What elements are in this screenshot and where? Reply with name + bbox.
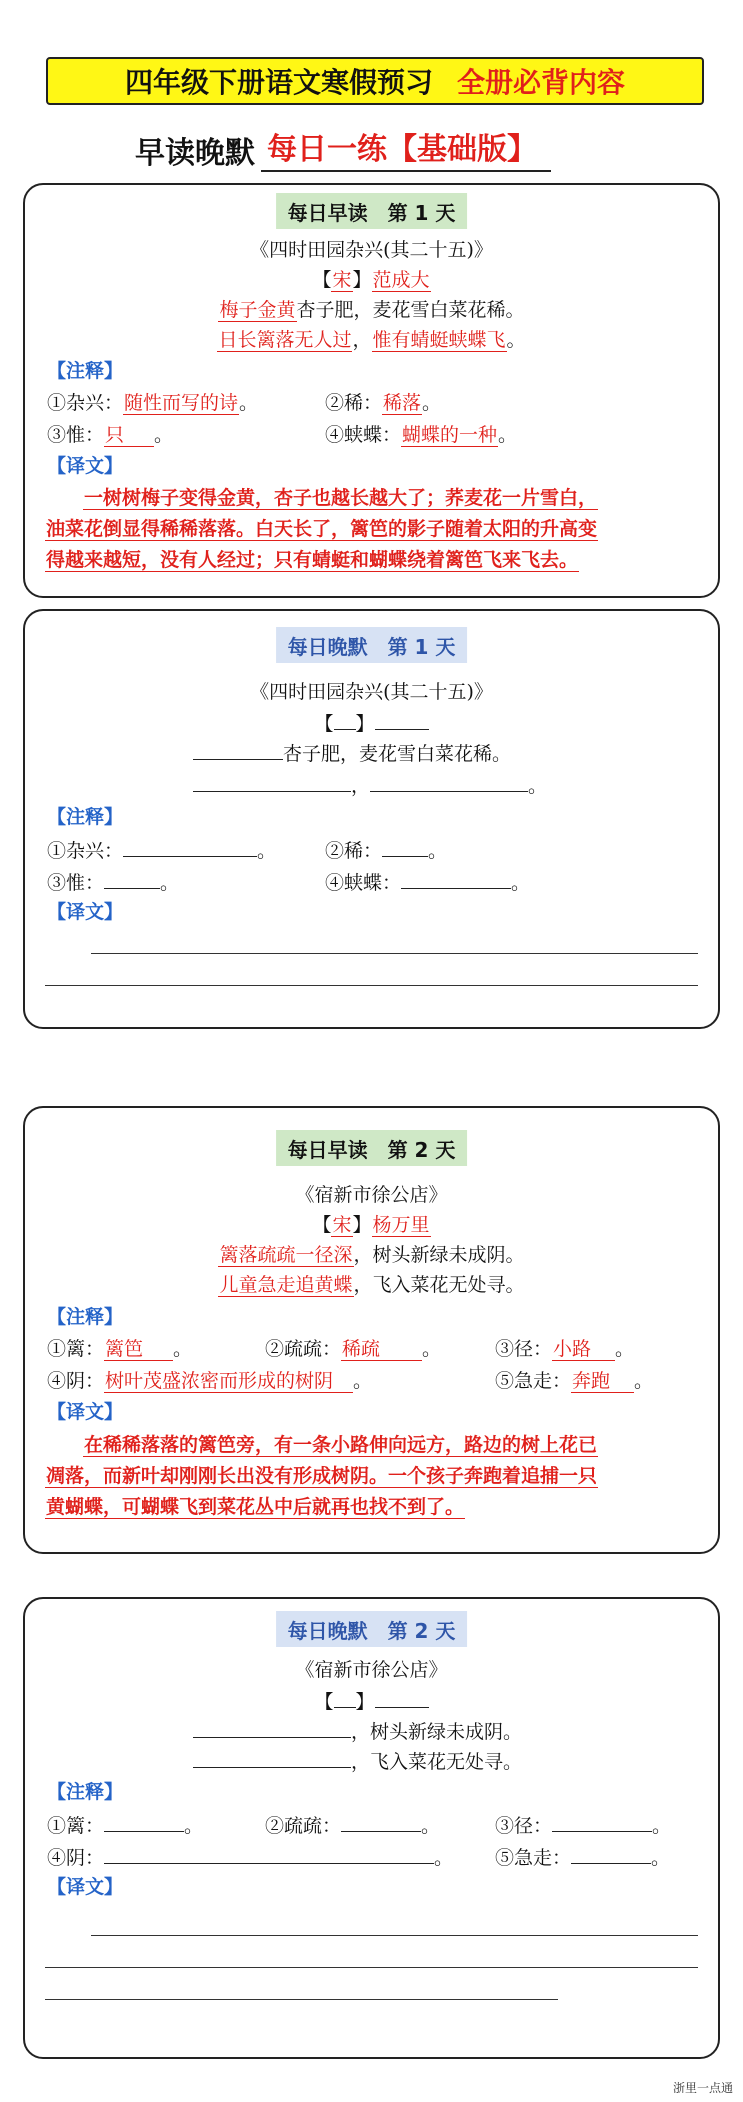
- note-2: ②疏疏： 。: [265, 1811, 440, 1839]
- notes-heading: 【注释】: [47, 806, 124, 828]
- note-1: ①杂兴：随性而写的诗。: [47, 392, 259, 414]
- note-3: ③惟： 。: [47, 868, 179, 896]
- translation-heading: 【译文】: [47, 455, 124, 477]
- translation-text: 在稀稀落落的篱笆旁，有一条小路伸向远方，路边的树上花已 凋落，而新叶却刚刚长出没有形成树阴。一个孩子奔跑着追捕一只 黄蝴蝶，可蝴蝶飞到菜花丛中后就再也找不到了。: [46, 1434, 598, 1518]
- day1-read-tag: 每日早读 第 1 天: [276, 193, 468, 229]
- note-2: ②稀：稀落。: [325, 392, 442, 414]
- note-4: ④阴： 。: [47, 1843, 453, 1871]
- day2-read-card: [23, 1106, 720, 1554]
- poem-author-line: 【 】: [25, 709, 718, 737]
- day2-recite-card: [23, 1597, 720, 2059]
- day2-recite-tag: 每日晚默 第 2 天: [276, 1611, 468, 1647]
- poem-title: 《四时田园杂兴(其二十五)》: [250, 681, 493, 703]
- poem-line-1: 梅子金黄杏子肥，麦花雪白菜花稀。: [219, 299, 525, 321]
- watermark: 浙里一点通: [672, 2081, 733, 2095]
- note-4: ④蛱蝶：蝴蝶的一种。: [325, 424, 518, 446]
- note-1: ①杂兴： 。: [47, 836, 276, 864]
- poem-line-1: 篱落疏疏一径深，树头新绿未成阴。: [219, 1244, 525, 1266]
- day2-read-tag: 每日早读 第 2 天: [276, 1130, 468, 1166]
- day1-recite-tag: 每日晚默 第 1 天: [276, 627, 468, 663]
- note-5: ⑤急走：奔跑 。: [495, 1370, 654, 1392]
- title-left: 四年级下册语文寒假预习: [124, 66, 433, 99]
- subtitle-right: 每日一练【基础版】: [261, 124, 551, 172]
- day1-recite-card: [23, 609, 720, 1029]
- poem-title: 《宿新市徐公店》: [295, 1659, 448, 1681]
- note-3: ③惟：只 。: [47, 424, 174, 446]
- note-4: ④蛱蝶： 。: [325, 868, 530, 896]
- poem-dynasty: 宋: [332, 269, 352, 291]
- answer-line: [45, 1999, 558, 2000]
- note-4: ④阴：树叶茂盛浓密而形成的树阴 。: [47, 1370, 373, 1392]
- subtitle: [135, 128, 551, 172]
- translation-heading: 【译文】: [47, 901, 124, 923]
- day1-read-card: [23, 183, 720, 598]
- poem-line-1: 杏子肥，麦花雪白菜花稀。: [193, 739, 511, 767]
- poem-dynasty: 宋: [332, 1214, 352, 1236]
- poem-line-2: ， 。: [193, 771, 547, 799]
- answer-line: [91, 1935, 698, 1936]
- poem-title: 《宿新市徐公店》: [295, 1184, 448, 1206]
- translation-text: 一树树梅子变得金黄，杏子也越长越大了；荞麦花一片雪白， 油菜花倒显得稀稀落落。白天长了，篱笆的影子随着太阳的升高变 得越来越短，没有人经过；只有蜻蜓和蝴蝶绕着篱笆飞来飞去。: [46, 487, 598, 571]
- poem-line-1: ，树头新绿未成阴。: [193, 1717, 522, 1745]
- note-3: ③径： 。: [495, 1811, 671, 1839]
- poem-author: 范成大: [372, 269, 430, 291]
- note-5: ⑤急走： 。: [495, 1843, 670, 1871]
- note-1: ①篱：篱笆 。: [47, 1338, 193, 1360]
- poem-title: 《四时田园杂兴(其二十五)》: [250, 239, 493, 261]
- answer-line: [91, 953, 698, 954]
- notes-heading: 【注释】: [47, 360, 124, 382]
- answer-line: [45, 985, 698, 986]
- note-2: ②疏疏：稀疏 。: [265, 1338, 442, 1360]
- note-2: ②稀： 。: [325, 836, 447, 864]
- note-3: ③径：小路 。: [495, 1338, 635, 1360]
- poem-line-2: 日长篱落无人过，惟有蜻蜓蛱蝶飞。: [218, 329, 526, 351]
- poem-author-line: 【宋】范成大: [312, 269, 430, 291]
- poem-author-line: 【 】: [25, 1687, 718, 1715]
- note-1: ①篱： 。: [47, 1811, 203, 1839]
- poem-line-2: 儿童急走追黄蝶，飞入菜花无处寻。: [219, 1274, 525, 1296]
- poem-author-line: 【宋】杨万里: [312, 1214, 430, 1236]
- translation-heading: 【译文】: [47, 1401, 124, 1423]
- title-right: 全册必背内容: [457, 66, 626, 99]
- poem-line-2: ，飞入菜花无处寻。: [193, 1747, 522, 1775]
- subtitle-left: 早读晚默: [135, 136, 255, 171]
- answer-line: [45, 1967, 698, 1968]
- title-banner: [46, 57, 704, 105]
- translation-heading: 【译文】: [47, 1876, 124, 1898]
- notes-heading: 【注释】: [47, 1781, 124, 1803]
- notes-heading: 【注释】: [47, 1306, 124, 1328]
- poem-author: 杨万里: [372, 1214, 430, 1236]
